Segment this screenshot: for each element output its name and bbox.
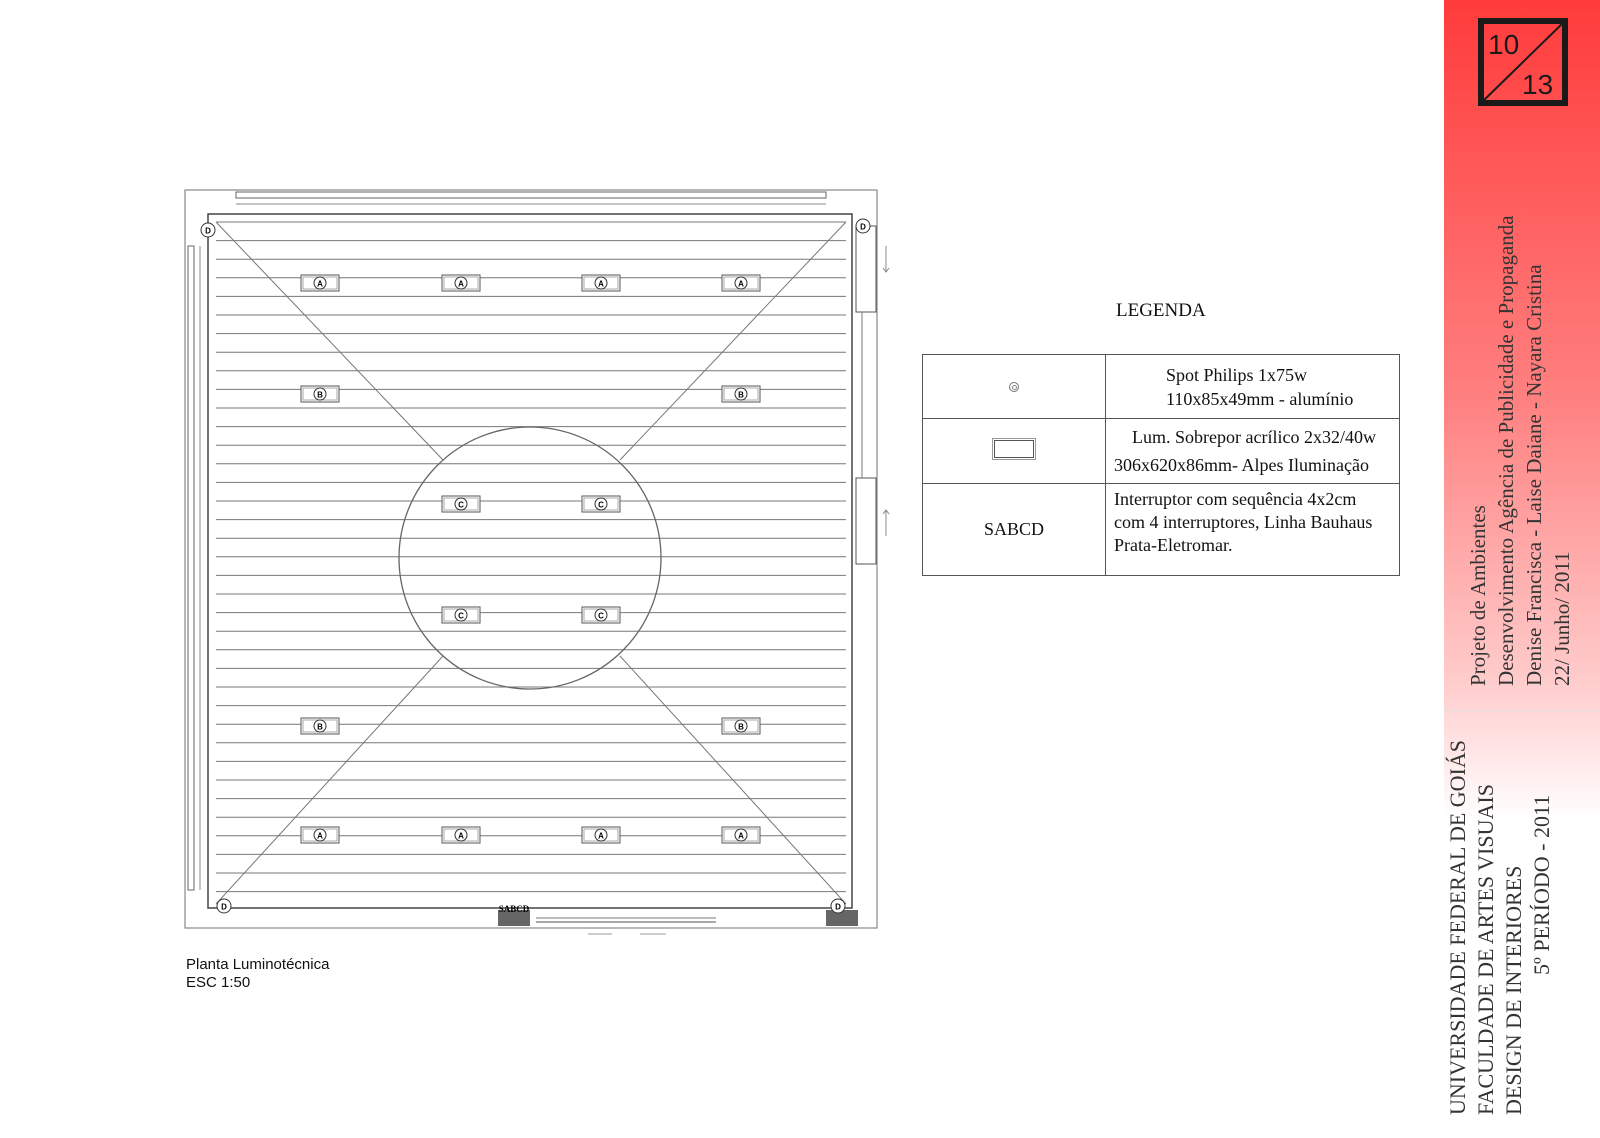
institution-line: UNIVERSIDADE FEDERAL DE GOIÁS (1445, 740, 1470, 1115)
legend-line: 110x85x49mm - alumínio (1166, 388, 1354, 409)
fixture-label: B (317, 722, 323, 732)
light-fixture (442, 496, 480, 512)
legend-line: Prata-Eletromar. (1114, 535, 1233, 555)
corner-fixture (217, 899, 231, 913)
fixture-label: A (738, 831, 744, 841)
corner-fixture (856, 219, 870, 233)
legend-symbol-cell (923, 355, 1106, 419)
light-fixture (582, 827, 620, 843)
right-door-top (856, 226, 876, 312)
light-fixture (722, 718, 760, 734)
fixture-label: A (458, 831, 464, 841)
legend-table (922, 354, 1400, 576)
sheet-number: 10 (1488, 29, 1520, 60)
legend-row-switch (923, 484, 1400, 576)
diagonal-line (620, 222, 846, 460)
light-fixture (722, 827, 760, 843)
corner-fixture (201, 223, 215, 237)
fixture-label: C (458, 500, 464, 510)
legend-line: com 4 interruptores, Linha Bauhaus (1114, 512, 1373, 532)
sheet-number-box (1478, 18, 1568, 106)
fixture-label: B (738, 722, 744, 732)
light-fixture (442, 827, 480, 843)
legend-row-spot (923, 355, 1400, 419)
sheet-total: 13 (1522, 69, 1554, 100)
fixture-label: A (317, 279, 323, 289)
corner-label: D (221, 902, 227, 912)
fixture-label: A (598, 831, 604, 841)
fixture-label: A (458, 279, 464, 289)
luminaire-icon (994, 440, 1034, 458)
legend-line: Spot Philips 1x75w (1166, 364, 1308, 385)
legend-symbol-cell: SABCD (923, 484, 1106, 576)
column-right (826, 910, 858, 926)
legend-line: 306x620x86mm- Alpes Iluminação (1114, 455, 1369, 475)
light-fixture (301, 827, 339, 843)
legend-line: Lum. Sobrepor acrílico 2x32/40w (1132, 427, 1376, 447)
institution-info (1444, 740, 1556, 1115)
fixture-label: C (598, 611, 604, 621)
legend-line: Interruptor com sequência 4x2cm (1114, 489, 1357, 509)
left-window (188, 246, 194, 890)
caption-title: Planta Luminotécnica (186, 956, 330, 973)
legend-description (1106, 484, 1400, 576)
light-fixture (582, 275, 620, 291)
institution-line: 5º PERÍODO - 2011 (1529, 794, 1554, 975)
light-fixture (442, 275, 480, 291)
spot-icon (1009, 382, 1019, 392)
corner-label: D (835, 902, 841, 912)
fixture-label: C (458, 611, 464, 621)
legend-title: LEGENDA (1116, 300, 1206, 321)
project-line: Desenvolvimento Agência de Publicidade e Propaganda (1494, 215, 1518, 686)
fixture-label: B (738, 390, 744, 400)
institution-line: FACULDADE DE ARTES VISUAIS (1473, 784, 1498, 1115)
light-fixture (582, 496, 620, 512)
corner-label: D (860, 222, 866, 232)
ceiling-slats (216, 222, 846, 892)
light-fixture (722, 275, 760, 291)
fixture-label: B (317, 390, 323, 400)
switch-label: SABCD (498, 904, 530, 914)
fixture-label: A (598, 279, 604, 289)
caption-scale: ESC 1:50 (186, 974, 251, 991)
fixtures-layer (201, 219, 870, 913)
fixture-label: A (738, 279, 744, 289)
light-fixture (442, 607, 480, 623)
legend-description (1106, 419, 1400, 484)
title-block-divider (1444, 710, 1600, 711)
project-line: 22/ Junho/ 2011 (1550, 551, 1574, 686)
project-info (1464, 215, 1576, 686)
legend-symbol-cell (923, 419, 1106, 484)
legend-description (1106, 355, 1400, 419)
fixture-label: C (598, 500, 604, 510)
light-fixture (582, 607, 620, 623)
institution-line: DESIGN DE INTERIORES (1501, 865, 1526, 1115)
project-line: Projeto de Ambientes (1466, 505, 1490, 686)
light-fixture (301, 386, 339, 402)
project-line: Denise Francisca - Laise Daiane - Nayara Cristina (1522, 264, 1546, 686)
top-window (236, 192, 826, 198)
right-door-bottom (856, 478, 876, 564)
diagonal-line (216, 222, 443, 460)
light-fixture (722, 386, 760, 402)
legend-row-luminaire (923, 419, 1400, 484)
drawing-caption (186, 956, 329, 992)
corner-label: D (205, 226, 211, 236)
fixture-label: A (317, 831, 323, 841)
light-fixture (301, 718, 339, 734)
light-fixture (301, 275, 339, 291)
corner-fixture (831, 899, 845, 913)
